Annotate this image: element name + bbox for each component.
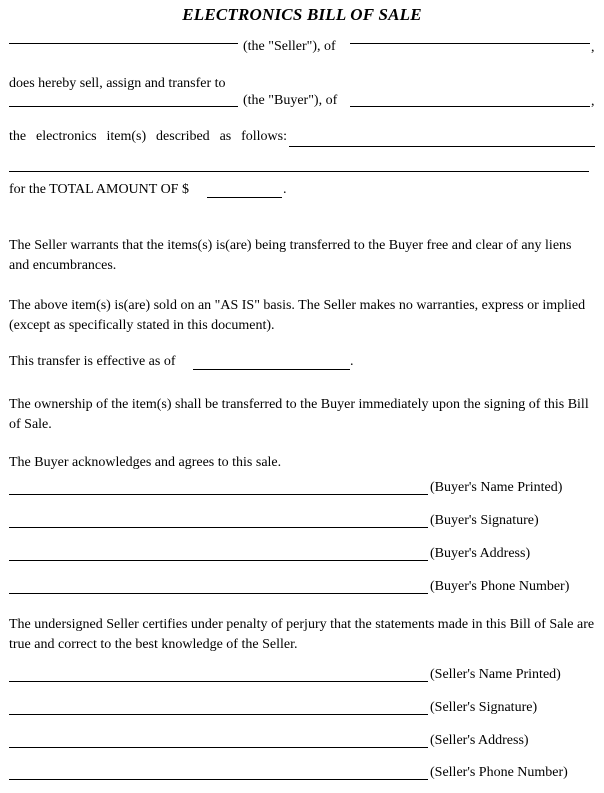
ownership-paragraph: The ownership of the item(s) shall be transferred to the Buyer immediately upon the signing of this Bill of Sale. [9,397,589,432]
buyer-signature-label: (Buyer's Signature) [430,513,539,528]
seller-label: (the "Seller"), of [243,39,336,54]
effective-date-field[interactable] [193,369,350,370]
seller-phone-field[interactable] [9,779,428,780]
total-amount-label: for the TOTAL AMOUNT OF $ [9,182,189,197]
seller-name-printed-field[interactable] [9,681,428,682]
warranty-paragraph: The Seller warrants that the items(s) is(are) being transferred to the Buyer free and clear of any liens and encumbrances. [9,238,572,273]
buyer-phone-field[interactable] [9,593,428,594]
items-description-field-2[interactable] [9,171,589,172]
buyer-name-printed-field[interactable] [9,494,428,495]
seller-name-field[interactable] [9,43,238,44]
document-title: ELECTRONICS BILL OF SALE [182,5,422,24]
seller-certification-paragraph: The undersigned Seller certifies under penalty of perjury that the statements made in this Bill of Sale are true and correct to the best knowledge of the Seller. [9,617,595,652]
buyer-address-field[interactable] [350,106,590,107]
buyer-acknowledgment: The Buyer acknowledges and agrees to this sale. [9,455,282,470]
items-word: described [156,129,210,144]
seller-signature-field[interactable] [9,714,428,715]
total-amount-field[interactable] [207,197,282,198]
items-word: electronics [35,129,97,144]
buyer-label: (the "Buyer"), of [243,93,338,108]
effective-date-period: . [350,354,354,369]
buyer-phone-label: (Buyer's Phone Number) [430,579,570,594]
buyer-address-label: (Buyer's Address) [430,546,531,561]
buyer-name-field[interactable] [9,106,238,107]
items-description-label [9,129,287,145]
items-word: the [9,129,27,144]
buyer-address-field-sig[interactable] [9,560,428,561]
as-is-paragraph: The above item(s) is(are) sold on an "AS IS" basis. The Seller makes no warranties, express or implied (except as specifically stated in this document). [9,298,586,333]
items-word: follows: [241,129,287,144]
seller-phone-label: (Seller's Phone Number) [430,765,568,780]
buyer-name-printed-label: (Buyer's Name Printed) [430,480,563,495]
seller-name-printed-label: (Seller's Name Printed) [430,667,561,682]
items-word: item(s) [106,129,147,144]
effective-date-label: This transfer is effective as of [9,354,176,369]
items-description-field-1[interactable] [289,146,595,147]
seller-signature-label: (Seller's Signature) [430,700,538,715]
seller-address-label: (Seller's Address) [430,733,529,748]
seller-address-field[interactable] [350,43,590,44]
seller-address-field-sig[interactable] [9,747,428,748]
transfer-intro-text: does hereby sell, assign and transfer to [9,76,226,91]
buyer-signature-field[interactable] [9,527,428,528]
seller-line-comma: , [591,40,595,55]
items-word: as [219,129,232,144]
total-amount-period: . [283,182,287,197]
buyer-line-comma: , [591,94,595,109]
